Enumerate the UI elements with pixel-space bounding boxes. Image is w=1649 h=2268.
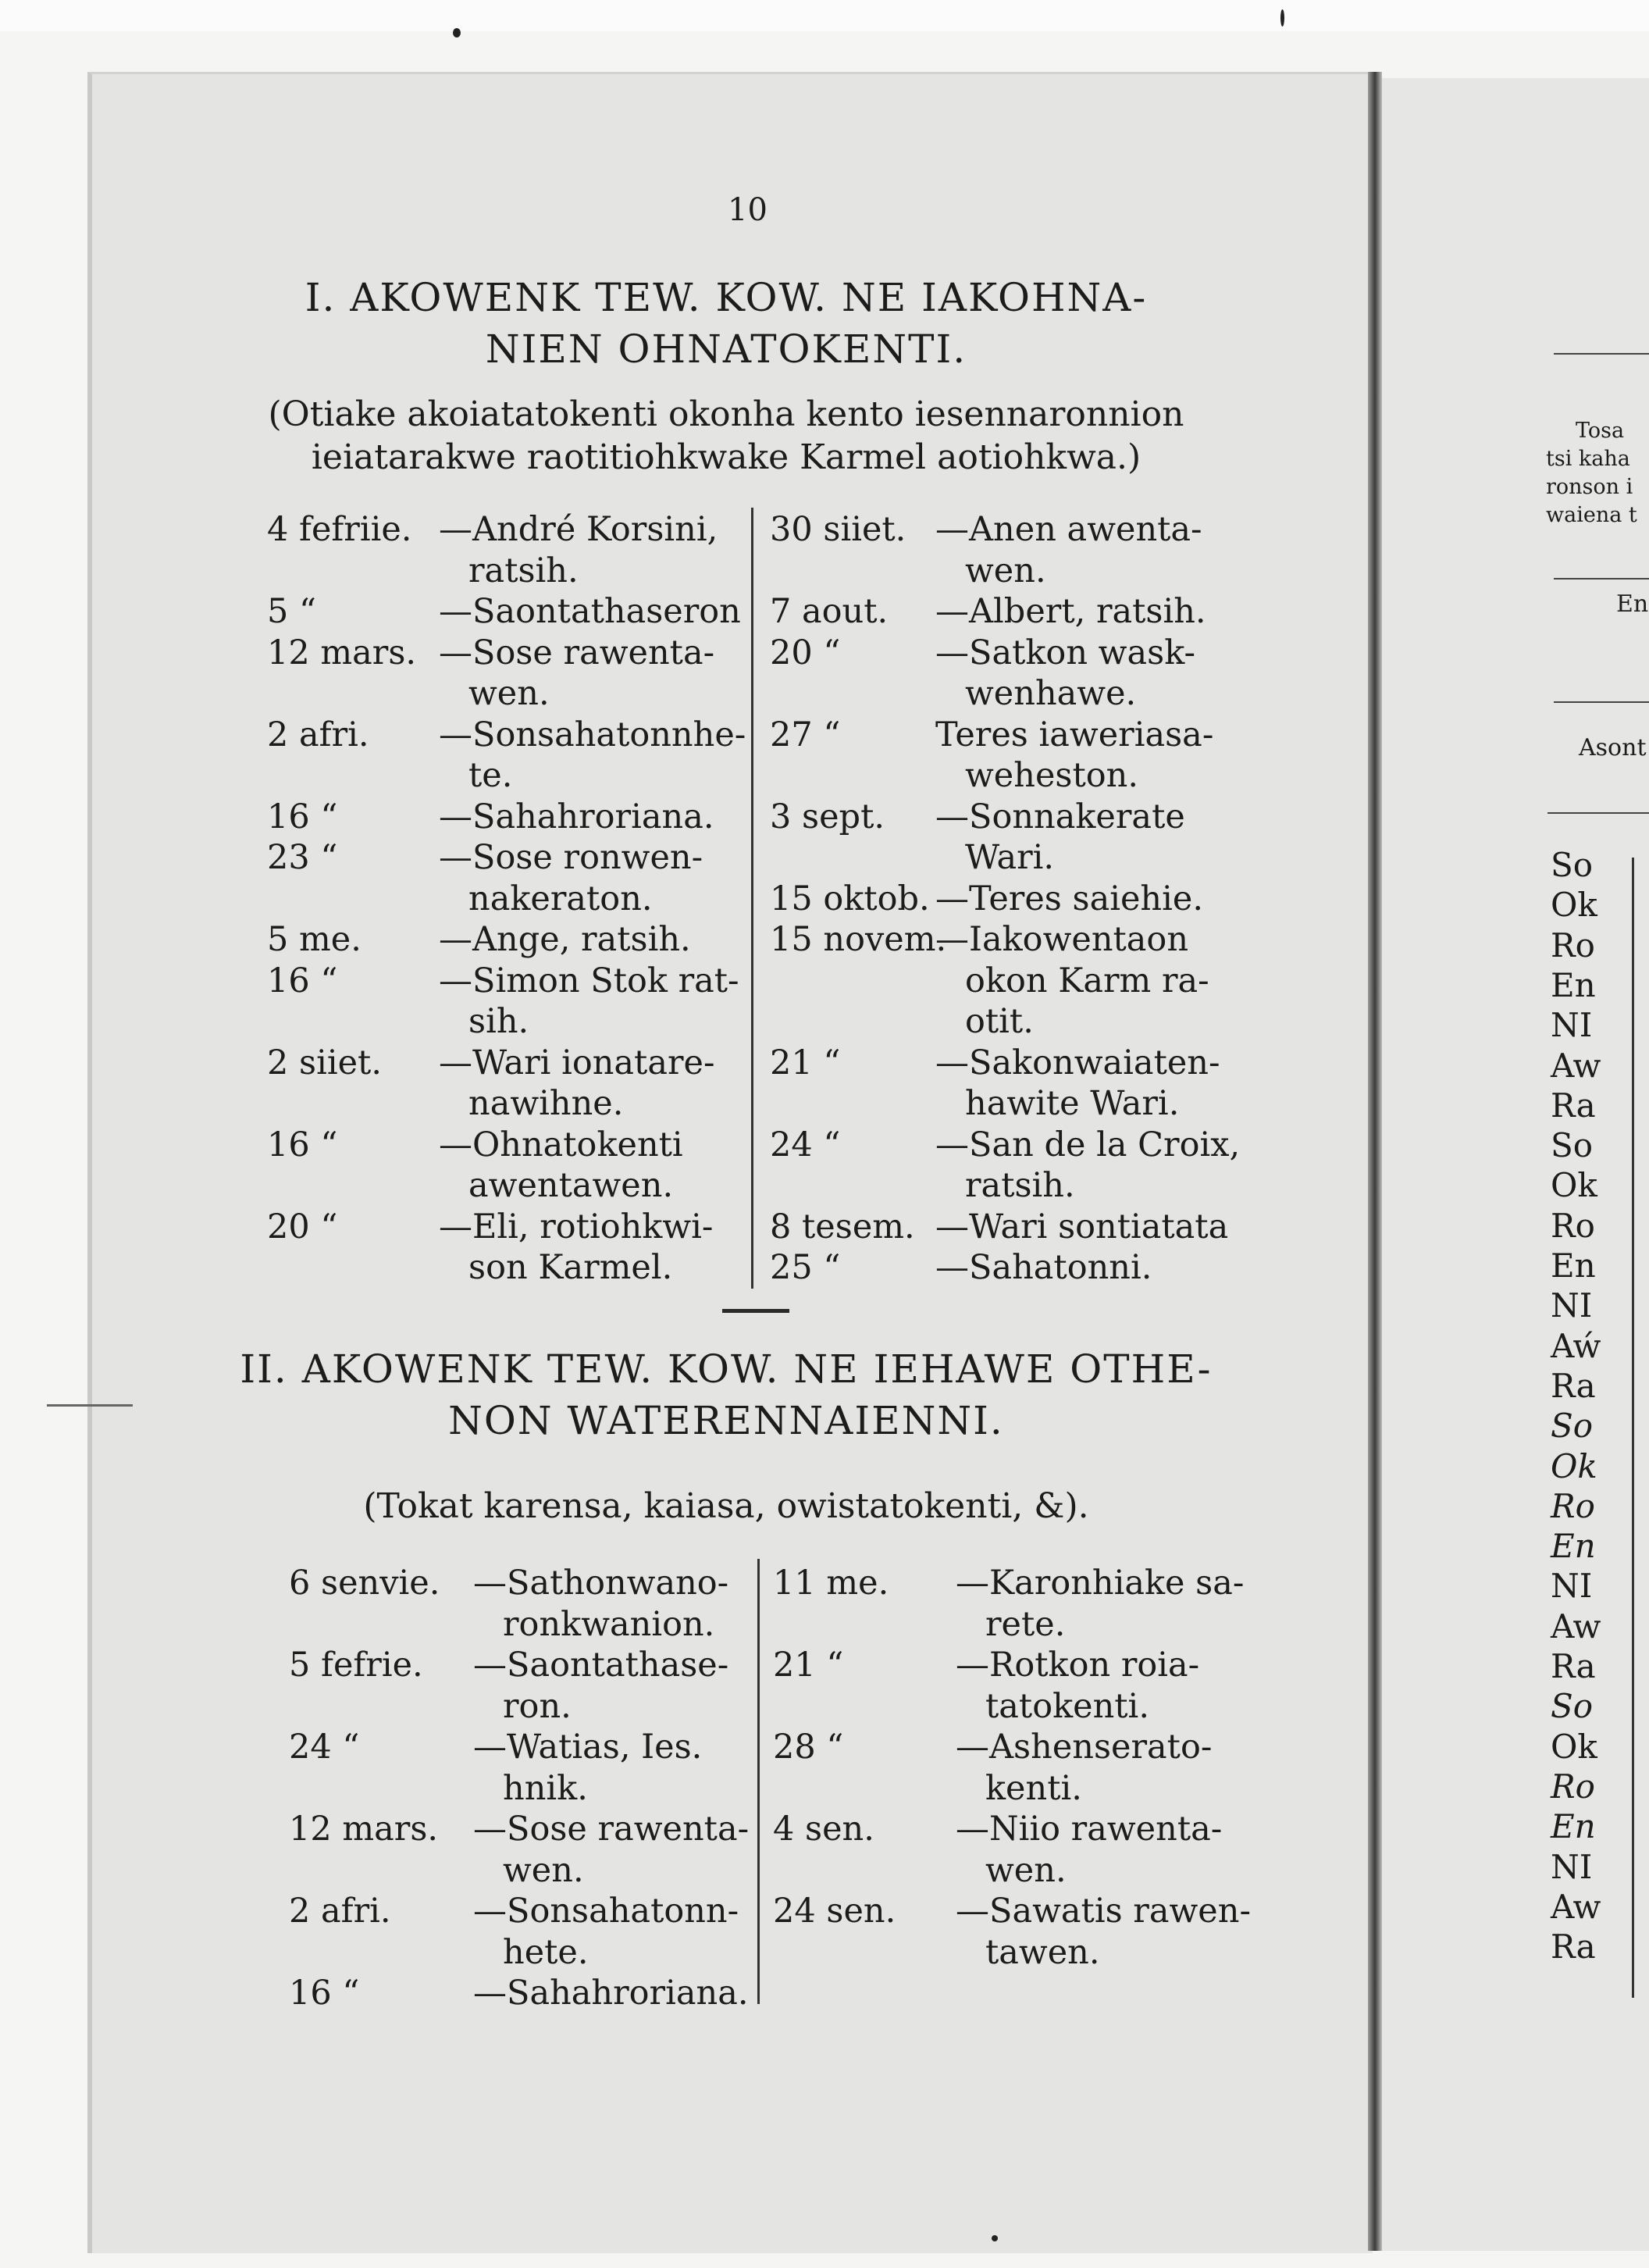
section1-right-column [770,509,1316,1289]
calendar-entry [773,1891,1304,1973]
entry-text: tawen. [985,1932,1100,1972]
entry-text: nawihne. [468,1084,624,1123]
entry-date: 3 sept. [770,797,885,836]
entry-text: kenti. [985,1768,1082,1808]
right-header-line: tsi kaha [1546,447,1630,471]
calendar-entry [770,1125,1316,1207]
rule [1554,578,1649,579]
section2-heading-line2: NON WATERENNAIENNI. [448,1398,1004,1443]
entry-date: 23 “ [267,838,338,877]
section1-note-line1: (Otiake akoiatatokenti okonha kento iesennaronnion [268,394,1184,434]
speck [453,28,461,37]
entry-date: 24 “ [770,1125,841,1164]
entry-date: 28 “ [773,1728,844,1767]
entry-text: wen. [468,674,550,713]
abbreviation: NI [1551,1006,1593,1045]
entry-text: Wari. [965,838,1055,877]
calendar-entry [289,1563,757,1645]
entry-text: ratsih. [965,1166,1075,1205]
abbreviation: So [1551,1407,1594,1446]
entry-date: 24 sen. [773,1892,896,1931]
entry-text: —Sonsahatonnhe- [439,715,746,754]
entry-text: ratsih. [468,551,579,590]
entry-text: —Sawatis rawen- [956,1892,1251,1931]
entry-date: 8 tesem. [770,1207,915,1246]
entry-text: —Albert, ratsih. [935,592,1206,631]
entry-date: 5 fefrie. [289,1646,423,1685]
abbreviation: Aw [1551,1046,1601,1085]
entry-date: 30 siiet. [770,510,906,549]
entry-text: —Ashenserato- [956,1728,1213,1767]
entry-date: 7 aout. [770,592,889,631]
entry-date: 4 sen. [773,1810,874,1849]
entry-text: —Wari ionatare- [439,1043,715,1082]
calendar-entry [770,797,1316,879]
entry-text: —Ohnatokenti [439,1125,683,1164]
calendar-entry [770,1207,1316,1248]
right-label-en: En [1616,590,1649,618]
entry-text: otit. [965,1002,1034,1041]
entry-text: wenhawe. [965,674,1137,713]
abbreviation: Ok [1551,1446,1597,1485]
entry-date: 4 fefriie. [267,510,412,549]
section2-right-column [773,1563,1304,1973]
entry-text: Teres iaweriasa- [935,715,1214,754]
calendar-entry [289,1891,757,1973]
entry-text: weheston. [965,756,1138,795]
entry-text: awentawen. [468,1166,674,1205]
entry-text: wen. [985,1850,1067,1890]
entry-text: —Saontathase- [473,1646,729,1685]
entry-text: —Sose rawenta- [439,633,715,672]
entry-date: 2 siiet. [267,1043,382,1082]
entry-text: —Anen awenta- [935,510,1202,549]
section2-left-column [289,1563,757,2014]
entry-text: okon Karm ra- [965,961,1209,1000]
calendar-entry [267,1207,751,1289]
entry-text: son Karmel. [468,1248,673,1287]
calendar-entry [267,591,751,633]
section-separator [722,1309,789,1313]
entry-text: —Niio rawenta- [956,1810,1223,1849]
entry-text: —Sahahroriana. [439,797,714,836]
entry-text: te. [468,756,513,795]
page-number: 10 [728,192,768,228]
calendar-entry [770,591,1316,633]
calendar-entry [289,1809,757,1891]
calendar-entry [267,797,751,838]
entry-date: 2 afri. [267,715,369,754]
entry-date: 20 “ [267,1207,338,1246]
abbreviation: So [1551,1126,1594,1165]
abbreviation: Ra [1551,1086,1596,1125]
entry-text: —Sathonwano- [473,1564,729,1603]
calendar-entry [773,1727,1304,1809]
abbreviation: En [1551,965,1596,1004]
calendar-entry [289,1727,757,1809]
abbreviation: Aw [1551,1887,1601,1926]
entry-text: —Ange, ratsih. [439,920,691,959]
entry-text: hawite Wari. [965,1084,1180,1123]
rule [1554,353,1649,355]
abbreviation: Ok [1551,1166,1597,1205]
entry-text: —Eli, rotiohkwi- [439,1207,714,1246]
calendar-entry [770,1247,1316,1289]
entry-text: wen. [503,1850,584,1890]
calendar-entry [267,919,751,961]
calendar-entry [773,1645,1304,1727]
entry-text: ronkwanion. [503,1604,715,1644]
entry-text: —Sonsahatonn- [473,1892,739,1931]
calendar-entry [770,919,1316,1043]
entry-text: —Iakowentaon [935,920,1189,959]
calendar-entry [773,1563,1304,1645]
entry-text: —Teres saiehie. [935,879,1203,918]
entry-date: 20 “ [770,633,841,672]
abbreviation: NI [1551,1286,1593,1325]
calendar-entry [267,1043,751,1125]
calendar-entry [289,1973,757,2014]
entry-text: —Sahahroriana. [473,1974,749,2013]
entry-date: 25 “ [770,1248,841,1287]
calendar-entry [267,509,751,591]
entry-date: 16 “ [289,1974,360,2013]
calendar-entry [770,715,1316,797]
abbreviation: Ro [1551,1486,1595,1525]
book-spine [1368,72,1382,2251]
abbreviation: So [1551,846,1594,884]
entry-text: —Sose ronwen- [439,838,703,877]
calendar-entry [770,509,1316,591]
abbreviation: En [1551,1246,1596,1285]
entry-date: 11 me. [773,1564,889,1603]
speck [992,2235,998,2241]
entry-text: sih. [468,1002,529,1041]
entry-date: 5 me. [267,920,361,959]
section1-heading-line1: I. AKOWENK TEW. KOW. NE IAKOHNA- [305,275,1148,320]
entry-date: 21 “ [773,1646,844,1685]
entry-text: —Watias, Ies. [473,1728,703,1767]
section1-note-line2: ieiatarakwe raotitiohkwake Karmel aotiohkwa.) [311,437,1141,477]
right-header-line: ronson i [1546,475,1633,499]
right-header-line: Tosa [1576,419,1625,443]
abbreviation: En [1551,1527,1596,1566]
abbreviation: NI [1551,1847,1593,1886]
entry-date: 12 mars. [267,633,417,672]
entry-text: hete. [503,1932,589,1972]
entry-text: rete. [985,1604,1066,1644]
entry-text: hnik. [503,1768,588,1808]
calendar-entry [770,879,1316,920]
entry-text: —San de la Croix, [935,1125,1241,1164]
calendar-entry [267,715,751,797]
entry-text: —Sahatonni. [935,1248,1152,1287]
entry-text: —Sakonwaiaten- [935,1043,1220,1082]
right-page [1382,78,1649,2251]
entry-text: tatokenti. [985,1686,1149,1726]
speck [1280,9,1284,27]
entry-date: 15 novem. [770,920,947,959]
abbreviation: En [1551,1807,1596,1846]
entry-text: wen. [965,551,1046,590]
entry-text: —Simon Stok rat- [439,961,739,1000]
calendar-entry [267,1125,751,1207]
section2-note: (Tokat karensa, kaiasa, owistatokenti, &). [363,1486,1089,1526]
column-divider [757,1559,760,2004]
right-column-divider [1632,858,1634,1998]
entry-text: —Karonhiake sa- [956,1564,1245,1603]
entry-date: 12 mars. [289,1810,439,1849]
column-divider [751,508,753,1289]
entry-date: 21 “ [770,1043,841,1082]
speck [47,1404,133,1407]
calendar-entry [770,633,1316,715]
rule [1547,812,1649,814]
section2-heading-line1: II. AKOWENK TEW. KOW. NE IEHAWE OTHE- [240,1346,1213,1392]
abbreviation: Ro [1551,925,1595,965]
entry-date: 15 oktob. [770,879,930,918]
abbreviation: Ra [1551,1366,1596,1405]
right-label-asont: Asont [1579,734,1647,761]
calendar-entry [289,1645,757,1727]
entry-text: —Wari sontiatata [935,1207,1229,1246]
rule [1554,701,1649,703]
entry-date: 24 “ [289,1728,360,1767]
abbreviation: Ok [1551,1727,1597,1766]
calendar-entry [773,1809,1304,1891]
calendar-entry [267,837,751,919]
abbreviation: So [1551,1687,1594,1726]
entry-date: 5 “ [267,592,317,631]
calendar-entry [267,961,751,1043]
calendar-entry [267,633,751,715]
entry-date: 6 senvie. [289,1564,440,1603]
entry-date: 27 “ [770,715,841,754]
entry-text: nakeraton. [468,879,653,918]
entry-text: —Rotkon roia- [956,1646,1200,1685]
entry-text: —Sonnakerate [935,797,1185,836]
entry-text: —Satkon wask- [935,633,1196,672]
entry-date: 16 “ [267,797,338,836]
entry-text: —Sose rawenta- [473,1810,750,1849]
abbreviation: NI [1551,1567,1593,1606]
abbreviation: Ro [1551,1206,1595,1245]
abbreviation: Ra [1551,1647,1596,1685]
abbreviation: Aẃ [1551,1326,1601,1365]
entry-date: 16 “ [267,1125,338,1164]
abbreviation: Ra [1551,1927,1596,1967]
right-header-line: waiena t [1546,503,1637,527]
entry-date: 16 “ [267,961,338,1000]
entry-date: 2 afri. [289,1892,391,1931]
entry-text: —André Korsini, [439,510,718,549]
entry-text: —Saontathaseron [439,592,741,631]
calendar-entry [770,1043,1316,1125]
scan-border [0,0,1649,31]
entry-text: ron. [503,1686,572,1726]
abbreviation: Ok [1551,886,1597,925]
section1-heading-line2: NIEN OHNATOKENTI. [485,326,967,372]
abbreviation: Ro [1551,1767,1595,1806]
abbreviation: Aw [1551,1606,1601,1646]
section1-left-column [267,509,751,1289]
